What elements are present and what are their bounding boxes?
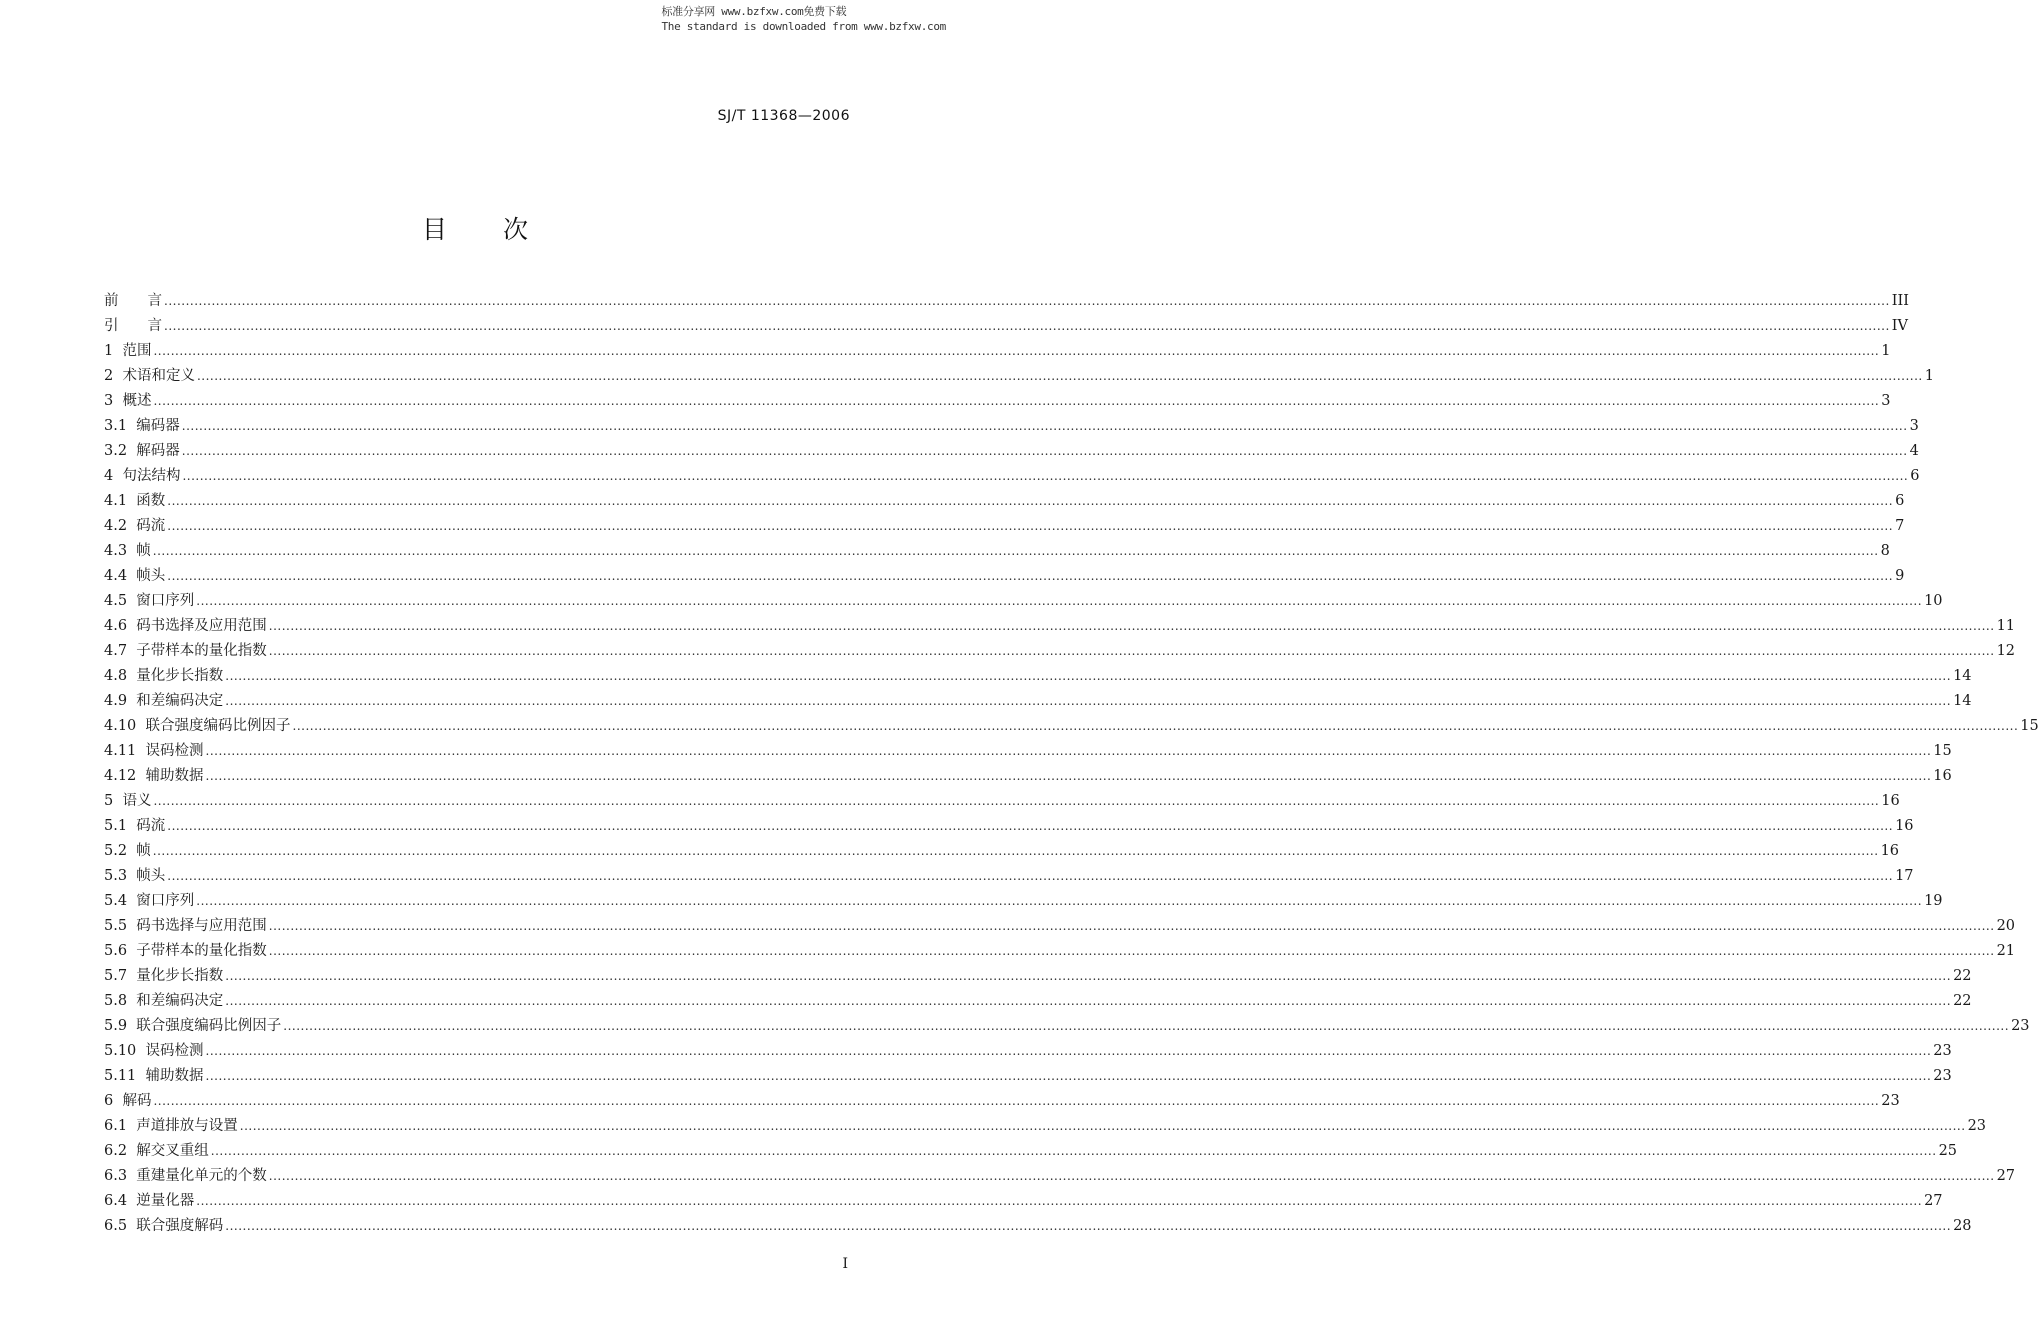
toc-leader-dots: ................................................................................................................................................................................................................................................................................................................................................................................................................ xyxy=(153,344,1880,358)
page-title xyxy=(0,210,950,246)
toc-entry-label: 5.5 码书选择与应用范围 xyxy=(104,918,267,934)
toc-entry-page: 28 xyxy=(1953,1218,1972,1234)
toc-entry[interactable] xyxy=(104,839,1900,864)
toc-entry[interactable] xyxy=(104,539,1890,564)
toc-entry-page: 6 xyxy=(1895,493,1905,509)
toc-leader-dots: ................................................................................................................................................................................................................................................................................................................................................................................................................ xyxy=(239,1119,1966,1133)
toc-entry-page: 15 xyxy=(2020,718,2039,734)
toc-entry-page: 22 xyxy=(1953,993,1972,1009)
toc-leader-dots: ................................................................................................................................................................................................................................................................................................................................................................................................................ xyxy=(167,819,1894,833)
toc-entry[interactable] xyxy=(104,339,1891,364)
toc-leader-dots: ................................................................................................................................................................................................................................................................................................................................................................................................................ xyxy=(167,869,1894,883)
page-title-part1: 目 xyxy=(421,215,447,244)
toc-leader-dots: ................................................................................................................................................................................................................................................................................................................................................................................................................ xyxy=(210,1144,1937,1158)
toc-entry-page: 23 xyxy=(1881,1093,1900,1109)
toc-entry-page: 20 xyxy=(1996,918,2016,934)
toc-entry-page: III xyxy=(1891,293,1909,309)
watermark-line-cn: 标准分享网 www.bzfxw.com免费下载 xyxy=(661,5,847,18)
toc-entry-label: 4.1 函数 xyxy=(104,493,166,509)
toc-entry-page: 16 xyxy=(1880,843,1900,859)
toc-entry-label: 6.4 逆量化器 xyxy=(104,1193,195,1209)
toc-entry-page: 15 xyxy=(1933,743,1952,759)
toc-entry[interactable] xyxy=(104,1214,1972,1239)
toc-leader-dots: ................................................................................................................................................................................................................................................................................................................................................................................................................ xyxy=(292,719,2019,733)
toc-leader-dots: ................................................................................................................................................................................................................................................................................................................................................................................................................ xyxy=(225,1219,1952,1233)
toc-leader-dots: ................................................................................................................................................................................................................................................................................................................................................................................................................ xyxy=(167,519,1894,533)
page-title-part2: 次 xyxy=(503,215,529,244)
toc-leader-dots: ................................................................................................................................................................................................................................................................................................................................................................................................................ xyxy=(152,544,1879,558)
toc-entry-page: 10 xyxy=(1924,593,1943,609)
table-of-contents xyxy=(104,289,2039,1239)
toc-leader-dots: ................................................................................................................................................................................................................................................................................................................................................................................................................ xyxy=(196,369,1923,383)
toc-entry[interactable] xyxy=(104,914,2016,939)
toc-entry-label: 4.7 子带样本的量化指数 xyxy=(104,643,267,659)
toc-entry-label: 6.1 声道排放与设置 xyxy=(104,1118,238,1134)
toc-leader-dots: ................................................................................................................................................................................................................................................................................................................................................................................................................ xyxy=(268,619,1995,633)
toc-leader-dots: ................................................................................................................................................................................................................................................................................................................................................................................................................ xyxy=(182,469,1909,483)
toc-entry-page: 25 xyxy=(1938,1143,1958,1159)
toc-entry[interactable] xyxy=(104,814,1914,839)
toc-entry-label: 5.10 误码检测 xyxy=(104,1043,204,1059)
toc-entry-page: 23 xyxy=(1933,1068,1952,1084)
toc-entry[interactable] xyxy=(104,614,2016,639)
toc-entry[interactable] xyxy=(104,989,1972,1014)
toc-entry-label: 引 言 xyxy=(104,318,162,334)
toc-entry-label: 4.4 帧头 xyxy=(104,568,166,584)
toc-leader-dots: ................................................................................................................................................................................................................................................................................................................................................................................................................ xyxy=(225,669,1952,683)
toc-entry[interactable] xyxy=(104,1114,1987,1139)
toc-entry-page: 23 xyxy=(1933,1043,1952,1059)
toc-entry-label: 4.9 和差编码决定 xyxy=(104,693,224,709)
toc-entry-page: 16 xyxy=(1933,768,1952,784)
toc-entry[interactable] xyxy=(104,489,1905,514)
toc-entry-label: 4.12 辅助数据 xyxy=(104,768,204,784)
toc-entry-label: 5.7 量化步长指数 xyxy=(104,968,224,984)
toc-entry-page: 1 xyxy=(1881,343,1891,359)
toc-entry-label: 4.2 码流 xyxy=(104,518,166,534)
toc-entry-label: 5.3 帧头 xyxy=(104,868,166,884)
toc-leader-dots: ................................................................................................................................................................................................................................................................................................................................................................................................................ xyxy=(225,994,1952,1008)
toc-entry[interactable] xyxy=(104,714,2039,739)
toc-entry-label: 4.6 码书选择及应用范围 xyxy=(104,618,267,634)
toc-leader-dots: ................................................................................................................................................................................................................................................................................................................................................................................................................ xyxy=(167,494,1894,508)
toc-entry-page: 6 xyxy=(1910,468,1920,484)
watermark-line-en: The standard is downloaded from www.bzfxw.com xyxy=(661,20,946,33)
toc-entry-page: 3 xyxy=(1881,393,1891,409)
toc-leader-dots: ................................................................................................................................................................................................................................................................................................................................................................................................................ xyxy=(181,419,1908,433)
toc-entry-label: 5.9 联合强度编码比例因子 xyxy=(104,1018,282,1034)
toc-entry-label: 6.3 重建量化单元的个数 xyxy=(104,1168,267,1184)
toc-entry-page: 16 xyxy=(1895,818,1914,834)
toc-entry[interactable] xyxy=(104,314,1908,339)
toc-entry[interactable] xyxy=(104,564,1905,589)
toc-entry[interactable] xyxy=(104,689,1972,714)
toc-entry-label: 3.2 解码器 xyxy=(104,443,180,459)
toc-entry[interactable] xyxy=(104,939,2016,964)
toc-leader-dots: ................................................................................................................................................................................................................................................................................................................................................................................................................ xyxy=(283,1019,2010,1033)
toc-entry-page: 7 xyxy=(1895,518,1905,534)
toc-entry-label: 1 范围 xyxy=(104,343,152,359)
toc-entry[interactable] xyxy=(104,964,1972,989)
toc-entry[interactable] xyxy=(104,764,1952,789)
toc-entry-label: 4 句法结构 xyxy=(104,468,181,484)
toc-entry-label: 6 解码 xyxy=(104,1093,152,1109)
toc-entry-label: 6.5 联合强度解码 xyxy=(104,1218,224,1234)
toc-entry-page: 1 xyxy=(1924,368,1934,384)
toc-entry[interactable] xyxy=(104,639,2016,664)
toc-entry-page: 27 xyxy=(1924,1193,1943,1209)
toc-leader-dots: ................................................................................................................................................................................................................................................................................................................................................................................................................ xyxy=(205,1069,1932,1083)
page-number: I xyxy=(842,1256,848,1272)
toc-entry[interactable] xyxy=(104,1139,1958,1164)
standard-code: SJ/T 11368—2006 xyxy=(717,108,850,124)
toc-entry-label: 5.11 辅助数据 xyxy=(104,1068,204,1084)
toc-entry-label: 3 概述 xyxy=(104,393,152,409)
toc-entry-label: 5.8 和差编码决定 xyxy=(104,993,224,1009)
toc-entry-label: 5 语义 xyxy=(104,793,152,809)
toc-leader-dots: ................................................................................................................................................................................................................................................................................................................................................................................................................ xyxy=(164,294,1890,308)
toc-entry-label: 4.5 窗口序列 xyxy=(104,593,195,609)
toc-entry[interactable] xyxy=(104,889,1943,914)
toc-leader-dots: ................................................................................................................................................................................................................................................................................................................................................................................................................ xyxy=(225,969,1952,983)
toc-entry[interactable] xyxy=(104,439,1919,464)
watermark xyxy=(661,4,946,34)
toc-leader-dots: ................................................................................................................................................................................................................................................................................................................................................................................................................ xyxy=(268,944,1995,958)
toc-leader-dots: ................................................................................................................................................................................................................................................................................................................................................................................................................ xyxy=(268,644,1995,658)
toc-leader-dots: ................................................................................................................................................................................................................................................................................................................................................................................................................ xyxy=(153,794,1880,808)
toc-entry-page: 8 xyxy=(1880,543,1890,559)
toc-entry[interactable] xyxy=(104,514,1905,539)
toc-leader-dots: ................................................................................................................................................................................................................................................................................................................................................................................................................ xyxy=(205,769,1932,783)
toc-entry[interactable] xyxy=(104,1039,1952,1064)
toc-entry[interactable] xyxy=(104,364,1934,389)
toc-entry[interactable] xyxy=(104,739,1952,764)
toc-leader-dots: ................................................................................................................................................................................................................................................................................................................................................................................................................ xyxy=(196,594,1923,608)
toc-entry[interactable] xyxy=(104,864,1914,889)
toc-leader-dots: ................................................................................................................................................................................................................................................................................................................................................................................................................ xyxy=(205,744,1932,758)
toc-entry-label: 4.11 误码检测 xyxy=(104,743,204,759)
toc-leader-dots: ................................................................................................................................................................................................................................................................................................................................................................................................................ xyxy=(196,1194,1923,1208)
toc-entry[interactable] xyxy=(104,1189,1943,1214)
toc-leader-dots: ................................................................................................................................................................................................................................................................................................................................................................................................................ xyxy=(196,894,1923,908)
toc-entry-label: 4.8 量化步长指数 xyxy=(104,668,224,684)
toc-entry-label: 4.10 联合强度编码比例因子 xyxy=(104,718,291,734)
toc-entry[interactable] xyxy=(104,1014,2030,1039)
toc-entry-page: 27 xyxy=(1996,1168,2016,1184)
toc-leader-dots: ................................................................................................................................................................................................................................................................................................................................................................................................................ xyxy=(167,569,1894,583)
toc-entry-label: 4.3 帧 xyxy=(104,543,151,559)
toc-entry-label: 5.4 窗口序列 xyxy=(104,893,195,909)
toc-entry-page: 16 xyxy=(1881,793,1900,809)
toc-leader-dots: ................................................................................................................................................................................................................................................................................................................................................................................................................ xyxy=(153,394,1880,408)
toc-entry-label: 6.2 解交叉重组 xyxy=(104,1143,209,1159)
toc-leader-dots: ................................................................................................................................................................................................................................................................................................................................................................................................................ xyxy=(268,919,1995,933)
toc-entry-page: 14 xyxy=(1953,693,1972,709)
toc-leader-dots: ................................................................................................................................................................................................................................................................................................................................................................................................................ xyxy=(164,319,1890,333)
toc-leader-dots: ................................................................................................................................................................................................................................................................................................................................................................................................................ xyxy=(153,1094,1880,1108)
toc-entry-label: 5.6 子带样本的量化指数 xyxy=(104,943,267,959)
toc-entry-page: 9 xyxy=(1895,568,1905,584)
toc-leader-dots: ................................................................................................................................................................................................................................................................................................................................................................................................................ xyxy=(205,1044,1932,1058)
toc-entry-label: 3.1 编码器 xyxy=(104,418,180,434)
toc-entry-page: 19 xyxy=(1924,893,1943,909)
toc-entry-page: 4 xyxy=(1909,443,1919,459)
toc-entry-page: 22 xyxy=(1953,968,1972,984)
toc-entry[interactable] xyxy=(104,464,1920,489)
toc-entry-page: 12 xyxy=(1996,643,2016,659)
toc-entry-page: 17 xyxy=(1895,868,1914,884)
toc-entry-page: 3 xyxy=(1909,418,1919,434)
toc-entry-label: 2 术语和定义 xyxy=(104,368,195,384)
toc-entry[interactable] xyxy=(104,1089,1900,1114)
toc-entry-label: 5.1 码流 xyxy=(104,818,166,834)
toc-entry[interactable] xyxy=(104,789,1900,814)
toc-leader-dots: ................................................................................................................................................................................................................................................................................................................................................................................................................ xyxy=(225,694,1952,708)
toc-entry-page: IV xyxy=(1891,318,1908,334)
toc-entry-page: 14 xyxy=(1953,668,1972,684)
toc-entry[interactable] xyxy=(104,589,1943,614)
toc-entry[interactable] xyxy=(104,664,1972,689)
toc-entry[interactable] xyxy=(104,389,1891,414)
toc-entry-page: 23 xyxy=(2011,1018,2030,1034)
toc-entry-page: 11 xyxy=(1996,618,2016,634)
toc-leader-dots: ................................................................................................................................................................................................................................................................................................................................................................................................................ xyxy=(152,844,1879,858)
toc-entry[interactable] xyxy=(104,1064,1952,1089)
toc-entry[interactable] xyxy=(104,289,1909,314)
toc-entry[interactable] xyxy=(104,1164,2016,1189)
toc-entry-page: 21 xyxy=(1996,943,2016,959)
toc-entry-label: 5.2 帧 xyxy=(104,843,151,859)
toc-leader-dots: ................................................................................................................................................................................................................................................................................................................................................................................................................ xyxy=(181,444,1908,458)
toc-entry-label: 前 言 xyxy=(104,293,162,309)
toc-leader-dots: ................................................................................................................................................................................................................................................................................................................................................................................................................ xyxy=(268,1169,1995,1183)
toc-entry[interactable] xyxy=(104,414,1919,439)
toc-entry-page: 23 xyxy=(1967,1118,1987,1134)
